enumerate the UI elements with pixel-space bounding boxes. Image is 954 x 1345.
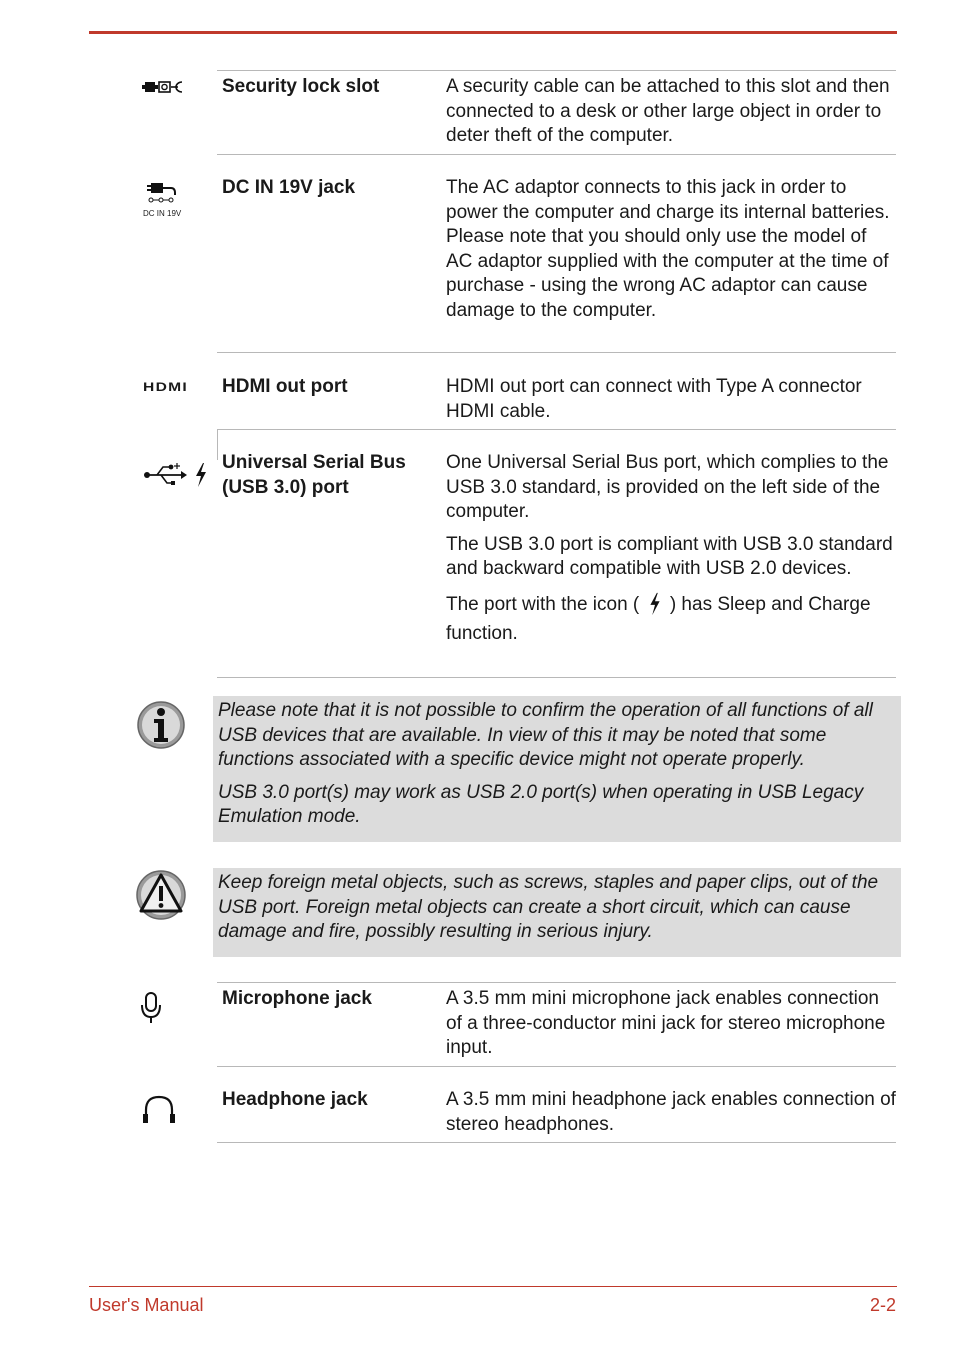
footer-manual-title: User's Manual	[89, 1295, 204, 1315]
security-lock-description: A security cable can be attached to this slot and then connected to a desk or other large object in order to deter theft of the computer.	[446, 76, 890, 146]
warning-icon	[135, 869, 187, 921]
headphone-icon	[142, 1094, 176, 1124]
warning-note-p1: Keep foreign metal objects, such as screws, staples and paper clips, out of the USB port. Foreign metal objects can create a short circuit, which can cause damage and fire, possibly resulting in serious injury.	[218, 872, 879, 942]
table-divider	[217, 154, 896, 155]
info-note-p2: USB 3.0 port(s) may work as USB 2.0 port(s) when operating in USB Legacy Emulation mode.	[218, 781, 864, 827]
headphone-term: Headphone jack	[222, 1089, 368, 1110]
security-lock-term: Security lock slot	[222, 76, 380, 97]
headphone-description: A 3.5 mm mini headphone jack enables connection of stereo headphones.	[446, 1089, 896, 1135]
usb-row-divider-tick	[217, 430, 218, 460]
table-divider	[217, 70, 896, 71]
dc-in-term: DC IN 19V jack	[222, 177, 356, 198]
microphone-description: A 3.5 mm mini microphone jack enables connection of a three-conductor mini jack for stereo microphone input.	[446, 988, 886, 1058]
usb-icon	[143, 462, 187, 488]
hdmi-description: HDMI out port can connect with Type A connector HDMI cable.	[446, 376, 862, 422]
warning-note-text	[218, 871, 898, 945]
dc-in-icon-caption: DC IN 19V	[143, 209, 182, 218]
header-rule	[89, 31, 897, 34]
table-divider	[217, 429, 896, 430]
dc-in-plug-icon	[143, 181, 183, 203]
footer-rule	[89, 1286, 897, 1287]
microphone-icon	[140, 991, 162, 1025]
table-divider	[217, 1066, 896, 1067]
footer-page-number: 2-2	[869, 1295, 896, 1315]
security-lock-icon	[142, 79, 184, 95]
hdmi-term: HDMI out port	[222, 376, 348, 397]
usb-description-p2: The USB 3.0 port is compliant with USB 3.0 standard and backward compatible with USB 2.0 devices.	[446, 533, 893, 579]
microphone-term: Microphone jack	[222, 988, 372, 1009]
table-divider	[217, 1142, 896, 1143]
sleep-and-charge-icon	[193, 462, 209, 488]
usb-term	[222, 451, 432, 500]
hdmi-icon: HDMI	[143, 380, 189, 394]
usb-description	[446, 451, 896, 648]
sleep-and-charge-inline-icon	[645, 592, 665, 616]
usb-term-line2: (USB 3.0) port	[222, 476, 349, 498]
dc-in-description: The AC adaptor connects to this jack in order to power the computer and charge its internal batteries. Please note that you should only use the model of AC adaptor supplied with the computer at the time of purchase - using the wrong AC adaptor can cause damage to the computer.	[446, 177, 890, 321]
usb-description-p3-before: The port with the icon (	[446, 593, 640, 615]
table-divider	[217, 352, 896, 353]
table-divider	[217, 982, 896, 983]
info-icon	[136, 700, 186, 750]
info-note-p1: Please note that it is not possible to confirm the operation of all functions of all USB devices that are available. In view of this it may be noted that some functions associated with a specific device might not operate properly.	[218, 700, 873, 770]
usb-term-line1: Universal Serial Bus	[222, 452, 406, 473]
usb-description-p3-after: ) has Sleep and Charge function.	[446, 593, 871, 644]
usb-description-p3	[446, 590, 896, 648]
table-divider	[217, 677, 896, 678]
usb-description-p1: One Universal Serial Bus port, which complies to the USB 3.0 standard, is provided on the left side of the computer.	[446, 452, 889, 522]
info-note-text	[218, 699, 898, 830]
